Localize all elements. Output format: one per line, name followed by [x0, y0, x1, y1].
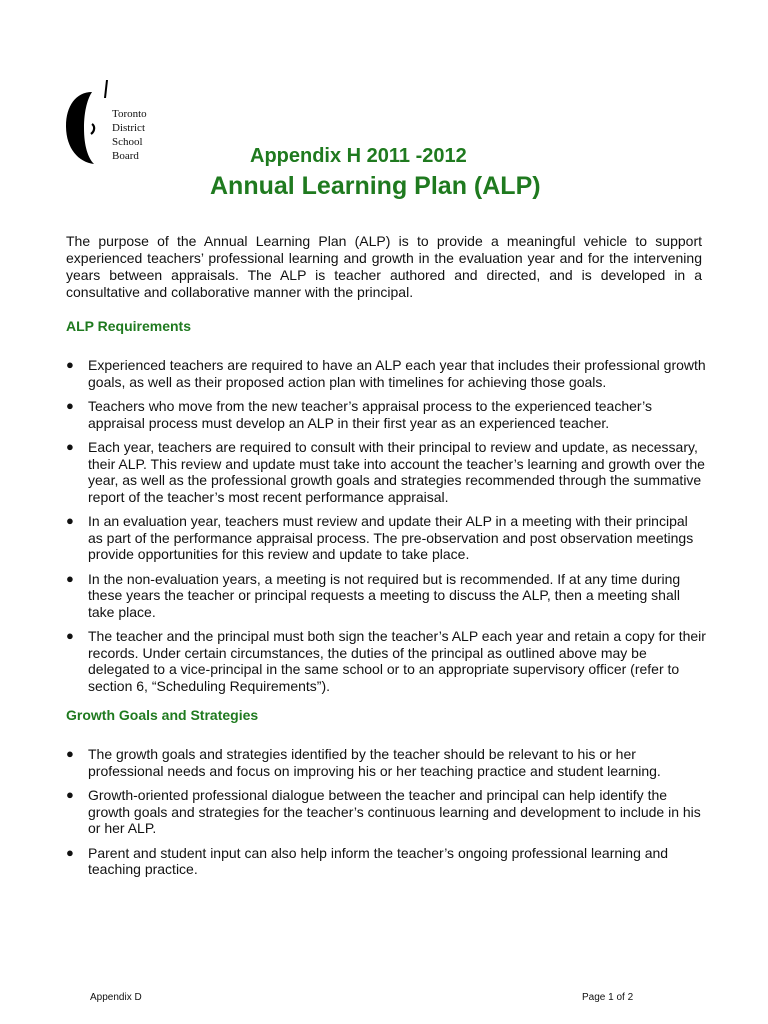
logo-line: Board	[112, 150, 139, 162]
list-item-text: Experienced teachers are required to have an ALP each year that includes their professional growth goals, as well as their proposed action plan with timelines for achieving those goals.	[88, 357, 706, 390]
list-item	[66, 357, 706, 390]
logo-wordmark	[112, 107, 147, 163]
list-item	[66, 513, 706, 563]
bullet-icon: ●	[66, 398, 74, 413]
bullet-icon: ●	[66, 746, 74, 761]
section-heading-alp-requirements: ALP Requirements	[66, 318, 191, 334]
apple-logo-icon	[62, 78, 112, 174]
list-item-text: Growth-oriented professional dialogue between the teacher and principal can help identify the growth goals and strategies for the teacher’s continuous learning and development to include in his or her ALP.	[88, 787, 701, 836]
bullet-icon: ●	[66, 357, 74, 372]
appendix-title: Appendix H 2011 -2012	[250, 145, 467, 167]
list-item	[66, 398, 706, 431]
list-item	[66, 787, 706, 837]
bullet-icon: ●	[66, 844, 74, 860]
list-item	[66, 845, 706, 878]
list-item-text: Teachers who move from the new teacher’s appraisal process to the experienced teacher’s appraisal process must develop an ALP in their first year as an experienced teacher.	[88, 398, 652, 431]
list-item-text: In the non-evaluation years, a meeting is not required but is recommended. If at any time during these years the teacher or principal requests a meeting to discuss the ALP, then a meeting shall take place.	[88, 570, 681, 620]
bullet-icon: ●	[66, 513, 74, 528]
list-item-text: The teacher and the principal must both sign the teacher’s ALP each year and retain a copy for their records. Under certain circumstances, the duties of the principal as outlined above may be delegated to a vice-principal in the same school or to an appropriate supervisory officer (refer to section 6, “Scheduling Requirements”).	[88, 628, 706, 694]
tdsb-logo	[62, 78, 172, 174]
list-item	[66, 746, 706, 779]
footer-page-number: Page 1 of 2	[582, 992, 634, 1003]
document-title: Annual Learning Plan (ALP)	[210, 172, 541, 200]
list-item-text: In an evaluation year, teachers must review and update their ALP in a meeting with their principal as part of the performance appraisal process. The pre-observation and post observation meetings provide opportunities for this review and update to take place.	[88, 513, 694, 562]
logo-line: Toronto	[112, 108, 147, 120]
logo-line: School	[112, 136, 143, 148]
list-item-text: Each year, teachers are required to consult with their principal to review and update, as necessary, their ALP. This review and update must take into account the teacher’s learning and growth over the year, as well as the professional growth goals and strategies recommended through the summative report of the teacher’s most recent performance appraisal.	[88, 439, 705, 505]
bullet-icon: ●	[66, 570, 74, 586]
bullet-icon: ●	[66, 439, 74, 454]
list-item-text: Parent and student input can also help inform the teacher’s ongoing professional learning and teaching practice.	[88, 844, 669, 877]
logo-line: District	[112, 122, 145, 134]
bullet-icon: ●	[66, 787, 74, 802]
growth-goals-list	[66, 746, 706, 886]
bullet-icon: ●	[66, 628, 74, 643]
intro-paragraph: The purpose of the Annual Learning Plan (ALP) is to provide a meaningful vehicle to support experienced teachers’ professional learning and growth in the evaluation year and for the intervening years between appraisals. The ALP is teacher authored and directed, and is developed in a consultative and collaborative manner with the principal.	[66, 233, 702, 300]
list-item-text: The growth goals and strategies identified by the teacher should be relevant to his or her professional needs and focus on improving his or her teaching practice and student learning.	[88, 746, 661, 779]
section-heading-growth-goals: Growth Goals and Strategies	[66, 707, 259, 723]
list-item	[66, 628, 706, 694]
footer-left: Appendix D	[90, 992, 142, 1003]
alp-requirements-list	[66, 357, 706, 702]
list-item	[66, 571, 706, 621]
list-item	[66, 439, 706, 505]
